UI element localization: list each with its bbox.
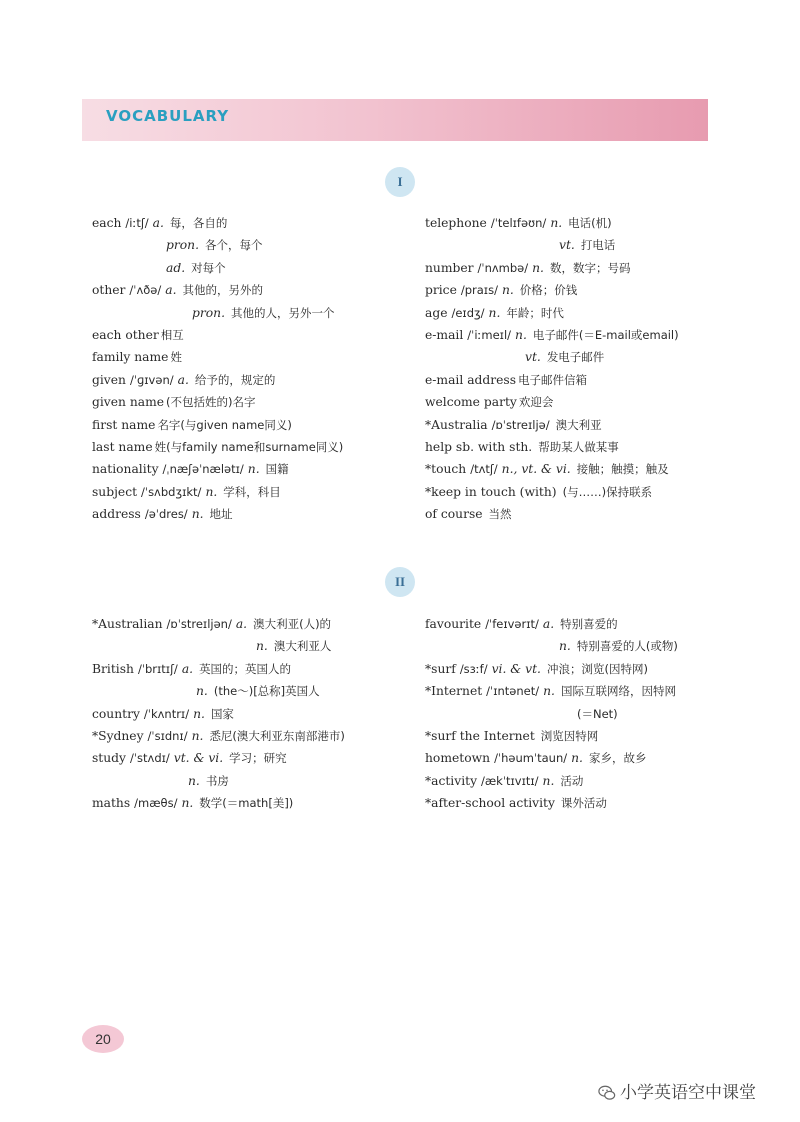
entry-ipa: /ˈnʌmbə/ [477, 260, 529, 275]
vocab-entry [425, 257, 725, 279]
entry-ipa: /ɒˈstreɪljə/ [491, 417, 550, 432]
vocabulary-banner [82, 99, 708, 141]
entry-word: *touch [425, 462, 467, 477]
entry-meaning: 澳大利亚人 [273, 639, 332, 654]
entry-ipa: /əˈdres/ [144, 507, 188, 522]
vocab-entry [425, 635, 725, 657]
entry-word: given [92, 372, 126, 387]
entry-word: first name [92, 417, 156, 432]
vocab-entry [425, 346, 725, 368]
vocab-entry [425, 503, 725, 525]
vocab-column-right [425, 212, 725, 525]
entry-meaning: 学习；研究 [229, 751, 287, 766]
vocab-entry [92, 680, 407, 702]
watermark-text: 小学英语空中课堂 [620, 1083, 756, 1103]
entry-ipa: /mæθs/ [134, 796, 178, 811]
entry-word: of course [425, 507, 483, 522]
entry-word: age [425, 305, 448, 320]
vocab-entry [92, 436, 407, 458]
entry-word: *surf [425, 661, 456, 676]
vocab-entry [92, 703, 407, 725]
entry-word: e-mail [425, 327, 464, 342]
entry-ipa: /ˈfeɪvərɪt/ [485, 617, 539, 631]
entry-meaning: 国家 [210, 706, 234, 721]
vocab-entry [425, 324, 725, 346]
entry-meaning: 悉尼(澳大利亚东南部港市) [209, 728, 345, 743]
entry-pos: pron. [192, 305, 225, 320]
entry-ipa: /praɪs/ [460, 283, 498, 298]
vocab-entry [425, 613, 725, 635]
entry-word: subject [92, 484, 138, 499]
entry-pos: n. [488, 305, 501, 320]
entry-meaning: 名字(与given name同义) [157, 417, 292, 432]
entry-meaning: 打电话 [580, 238, 616, 253]
entry-meaning: 数学(＝math[美]) [199, 796, 294, 811]
vocab-entry [92, 279, 407, 301]
vocab-entry [92, 635, 407, 657]
entry-pos: a. [235, 617, 248, 631]
entry-meaning: 给予的，规定的 [194, 372, 276, 387]
vocab-entry [425, 302, 725, 324]
entry-meaning: 浏览因特网 [540, 728, 599, 743]
entry-meaning: 当然 [488, 507, 512, 522]
vocab-entry [92, 747, 407, 769]
vocab-column-right [425, 613, 725, 815]
watermark [598, 1078, 756, 1103]
entry-word: favourite [425, 617, 482, 631]
entry-pos: n. [559, 639, 571, 654]
entry-word: last name [92, 439, 153, 454]
wechat-icon [598, 1084, 616, 1102]
entry-ipa: /ˈbrɪtɪʃ/ [137, 661, 178, 676]
entry-word: number [425, 260, 474, 275]
vocab-entry [425, 703, 725, 725]
entry-meaning: (＝Net) [577, 706, 618, 721]
entry-pos: n. [501, 283, 514, 298]
entry-word: *keep in touch (with) [425, 484, 557, 499]
entry-word: family name [92, 350, 169, 365]
vocab-entry [92, 503, 407, 525]
entry-word: nationality [92, 462, 159, 477]
entry-meaning: 特别喜爱的人(或物) [576, 639, 678, 654]
vocab-entry [425, 369, 725, 391]
entry-word: telephone [425, 216, 487, 230]
vocab-entry [92, 481, 407, 503]
entry-pos: n. [515, 327, 527, 342]
vocab-entry [92, 257, 407, 279]
entry-meaning: 帮助某人做某事 [538, 439, 619, 454]
entry-ipa: /ˈkʌntrɪ/ [143, 706, 190, 721]
entry-pos: n. [193, 706, 205, 721]
entry-word: e-mail address [425, 372, 517, 387]
entry-meaning: 课外活动 [560, 796, 607, 811]
entry-ipa: /ˈsɪdnɪ/ [147, 728, 188, 743]
entry-pos: a. [177, 372, 189, 387]
entry-meaning: 英国的；英国人的 [199, 661, 292, 676]
entry-ipa: /ˈiːmeɪl/ [467, 327, 512, 342]
entry-word: price [425, 283, 457, 298]
vocab-entry [92, 391, 407, 413]
vocab-entry [92, 302, 407, 324]
entry-meaning: 数，数字；号码 [549, 260, 631, 275]
vocab-entry [425, 279, 725, 301]
entry-pos: n. [247, 462, 260, 477]
entry-meaning: 国际互联网络，因特网 [560, 684, 676, 699]
entry-pos: vi. & vt. [491, 661, 541, 676]
entry-pos: a. [181, 661, 194, 676]
entry-ipa: /ˈstʌdɪ/ [130, 751, 170, 766]
entry-meaning: (the～)[总称]英国人 [213, 684, 320, 699]
entry-word: British [92, 661, 134, 676]
vocab-entry [425, 792, 725, 814]
entry-meaning: 其他的人，另外一个 [230, 305, 335, 320]
vocab-entry [425, 212, 725, 234]
entry-meaning: 发电子邮件 [546, 350, 605, 365]
entry-pos: pron. [166, 238, 199, 253]
entry-pos: n. [532, 260, 544, 275]
entry-word: study [92, 751, 126, 766]
vocab-entry [92, 346, 407, 368]
entry-word: *Sydney [92, 728, 144, 743]
vocab-entry [92, 234, 407, 256]
entry-pos: vt. & vi. [173, 751, 224, 766]
entry-word: country [92, 706, 140, 721]
entry-meaning: 学科，科目 [223, 484, 281, 499]
entry-meaning: 国籍 [265, 462, 289, 477]
entry-pos: vt. [525, 350, 541, 365]
entry-meaning: 年龄；时代 [506, 305, 564, 320]
entry-meaning: (不包括姓的)名字 [166, 395, 256, 410]
entry-word: maths [92, 796, 131, 811]
entry-ipa: /ˈʌðə/ [129, 283, 162, 298]
entry-meaning: 冲浪；浏览(因特网) [546, 661, 648, 676]
vocab-entry [425, 458, 725, 480]
entry-ipa: /ˈɪntənet/ [486, 684, 540, 699]
entry-meaning: 电子邮件信箱 [518, 372, 588, 387]
entry-meaning: 欢迎会 [518, 395, 554, 410]
entry-ipa: /sɜːf/ [459, 661, 488, 676]
vocab-entry [425, 770, 725, 792]
entry-meaning: 姓 [170, 350, 182, 365]
vocab-entry [92, 324, 407, 346]
entry-pos: a. [542, 617, 555, 631]
entry-pos: n. [542, 773, 555, 788]
entry-word: *surf the Internet [425, 728, 535, 743]
entry-word: *Australian [92, 617, 163, 631]
section-numeral: I [385, 167, 415, 197]
entry-meaning: 地址 [209, 507, 233, 522]
entry-pos: n. [188, 773, 200, 788]
entry-pos: n. [181, 796, 194, 811]
vocab-entry [425, 725, 725, 747]
entry-ipa: /ˈhəumˈtaun/ [494, 751, 568, 766]
entry-ipa: /ˌnæʃəˈnælətɪ/ [162, 462, 244, 477]
page-title: VOCABULARY [106, 107, 230, 125]
entry-word: each other [92, 327, 159, 342]
entry-pos: a. [165, 283, 177, 298]
entry-ipa: /iːtʃ/ [125, 216, 149, 230]
entry-meaning: 每，各自的 [169, 216, 228, 230]
vocab-entry [425, 481, 725, 503]
entry-pos: n. [571, 751, 583, 766]
entry-pos: a. [152, 216, 164, 230]
entry-word: address [92, 507, 141, 522]
entry-pos: n. [256, 639, 268, 654]
entry-word: help sb. with sth. [425, 439, 533, 454]
entry-meaning: 姓(与family name和surname同义) [154, 439, 344, 454]
entry-pos: n. [205, 484, 218, 499]
vocab-entry [92, 792, 407, 814]
entry-pos: n. [550, 216, 563, 230]
entry-meaning: 电话(机) [568, 216, 612, 230]
entry-meaning: 电子邮件(＝E-mail或email) [532, 327, 679, 342]
entry-meaning: 相互 [160, 327, 184, 342]
entry-pos: ad. [166, 260, 186, 275]
entry-meaning: 活动 [560, 773, 584, 788]
vocab-entry [425, 680, 725, 702]
entry-ipa: /ˈtelɪfəʊn/ [490, 216, 547, 230]
entry-pos: n. [196, 684, 208, 699]
vocab-column-left [92, 613, 407, 815]
entry-word: *after-school activity [425, 796, 555, 811]
entry-word: other [92, 283, 126, 298]
vocab-entry [425, 414, 725, 436]
entry-meaning: 其他的，另外的 [182, 283, 263, 298]
entry-ipa: /ˈsʌbdʒɪkt/ [141, 484, 202, 499]
entry-ipa: /eɪdʒ/ [451, 305, 485, 320]
entry-word: *activity [425, 773, 478, 788]
entry-pos: n. [191, 507, 204, 522]
entry-word: *Internet [425, 684, 483, 699]
vocab-entry [92, 414, 407, 436]
vocab-entry [92, 369, 407, 391]
vocab-entry [92, 613, 407, 635]
vocab-entry [92, 770, 407, 792]
vocab-entry [425, 234, 725, 256]
vocab-entry [425, 747, 725, 769]
entry-word: welcome party [425, 395, 517, 410]
entry-meaning: 价格；价钱 [519, 283, 578, 298]
entry-meaning: 澳大利亚(人)的 [253, 617, 332, 631]
vocab-entry [92, 658, 407, 680]
entry-ipa: /ækˈtɪvɪtɪ/ [481, 773, 539, 788]
entry-word: hometown [425, 751, 491, 766]
entry-meaning: 特别喜爱的 [560, 617, 618, 631]
entry-word: each [92, 216, 122, 230]
entry-meaning: 各个，每个 [204, 238, 263, 253]
entry-word: given name [92, 395, 165, 410]
vocab-entry [92, 212, 407, 234]
vocab-entry [92, 458, 407, 480]
entry-pos: n. [191, 728, 204, 743]
entry-meaning: 家乡，故乡 [588, 751, 647, 766]
entry-meaning: 对每个 [191, 260, 226, 275]
vocab-entry [425, 436, 725, 458]
vocab-entry [92, 725, 407, 747]
vocab-entry [425, 658, 725, 680]
entry-ipa: /tʌtʃ/ [470, 462, 498, 477]
entry-meaning: 澳大利亚 [555, 417, 602, 432]
entry-meaning: 接触；触摸；触及 [576, 462, 669, 477]
entry-pos: vt. [559, 238, 575, 253]
section-numeral: II [385, 567, 415, 597]
entry-word: *Australia [425, 417, 488, 432]
entry-meaning: (与……)保持联系 [562, 484, 653, 499]
entry-ipa: /ɒˈstreɪljən/ [166, 617, 232, 631]
entry-meaning: 书房 [205, 773, 229, 788]
entry-pos: n., vt. & vi. [501, 462, 571, 477]
entry-ipa: /ˈɡɪvən/ [129, 372, 174, 387]
page-number: 20 [82, 1025, 124, 1053]
entry-pos: n. [543, 684, 555, 699]
vocab-entry [425, 391, 725, 413]
vocab-column-left [92, 212, 407, 525]
